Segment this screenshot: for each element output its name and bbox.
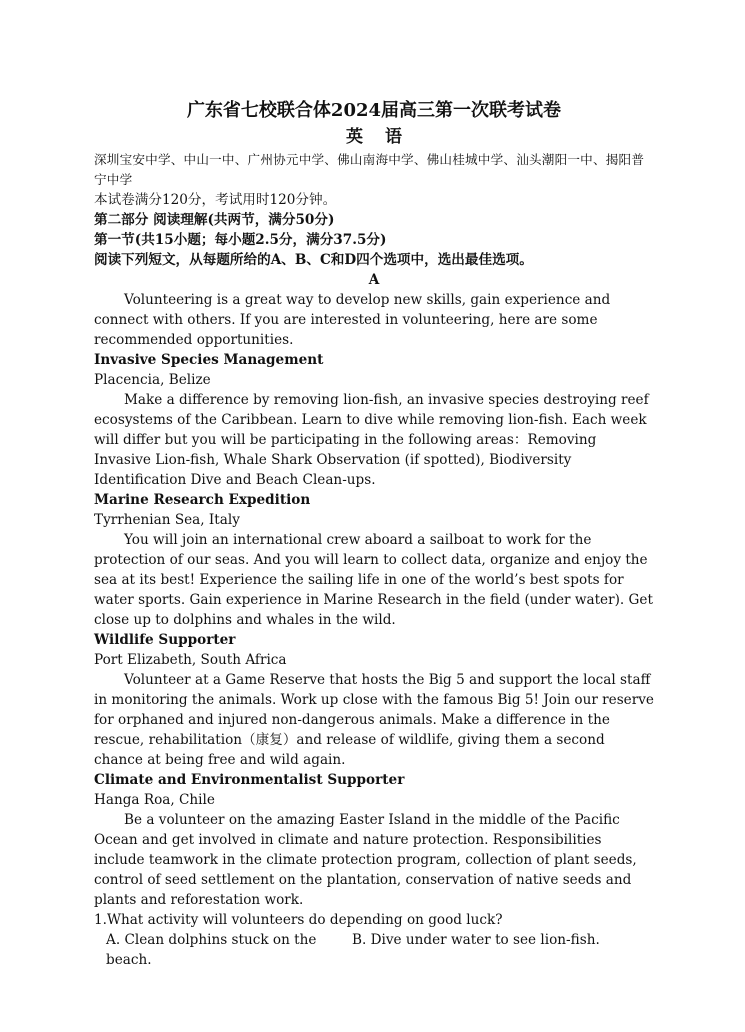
document-body: [94, 98, 654, 970]
subject-title: 英 语: [346, 127, 410, 147]
program-description: Make a difference by removing lion-fish, an invasive species destroying reef ecosystems of the Caribbean. Learn to dive while removing lion-fish. Each week will differ but you will be participating in the following areas：Removing Invasive Lion-fish, Whale Shark Observation (if spotted), Biodiversity Identification Dive and Beach Clean-ups.: [94, 392, 649, 488]
part-heading: 第二部分 阅读理解(共两节，满分50分): [94, 212, 335, 228]
exam-info: 本试卷满分120分，考试用时120分钟。: [94, 192, 337, 208]
instruction: 阅读下列短文，从每题所给的A、B、C和D四个选项中，选出最佳选项。: [94, 252, 533, 268]
program-location: Placencia, Belize: [94, 372, 211, 388]
question-stem: 1.What activity will volunteers do depending on good luck?: [94, 912, 503, 928]
program-description: Be a volunteer on the amazing Easter Island in the middle of the Pacific Ocean and get involved in climate and nature protection. Responsibilities include teamwork in the climate protection program, collection of plant seeds, control of seed settlement on the plantation, conservation of native seeds and plants and reforestation work.: [94, 812, 637, 908]
program-description: You will join an international crew aboard a sailboat to work for the protection of our seas. And you will learn to collect data, organize and enjoy the sea at its best! Experience the sailing life in one of the world’s best spots for water sports. Gain experience in Marine Research in the field (under water). Get close up to dolphins and whales in the wild.: [94, 532, 653, 628]
program-title: Wildlife Supporter: [94, 632, 236, 648]
section-heading: 第一节(共15小题；每小题2.5分，满分37.5分): [94, 232, 387, 248]
passage-label: A: [368, 272, 380, 288]
exam-title: 广东省七校联合体2024届高三第一次联考试卷: [186, 100, 562, 121]
program-location: Tyrrhenian Sea, Italy: [94, 512, 240, 528]
option-b: B. Dive under water to see lion-fish.: [352, 932, 600, 948]
program-location: Port Elizabeth, South Africa: [94, 652, 287, 668]
school-list: 深圳宝安中学、中山一中、广州协元中学、佛山南海中学、佛山桂城中学、汕头潮阳一中、揭阳普宁中学: [94, 152, 645, 187]
answer-options: [106, 930, 654, 970]
program-description: Volunteer at a Game Reserve that hosts the Big 5 and support the local staff in monitoring the animals. Work up close with the famous Big 5! Join our reserve for orphaned and injured non-dangerous animals. Make a difference in the rescue, rehabilitation（康复）and release of wildlife, giving them a second chance at being free and wild again.: [94, 672, 654, 768]
program-title: Climate and Environmentalist Supporter: [94, 772, 405, 788]
program-title: Marine Research Expedition: [94, 492, 311, 508]
option-a: A. Clean dolphins stuck on the beach.: [106, 932, 317, 968]
program-title: Invasive Species Management: [94, 352, 324, 368]
program-location: Hanga Roa, Chile: [94, 792, 215, 808]
passage-intro: Volunteering is a great way to develop new skills, gain experience and connect with others. If you are interested in volunteering, here are some recommended opportunities.: [94, 292, 611, 348]
